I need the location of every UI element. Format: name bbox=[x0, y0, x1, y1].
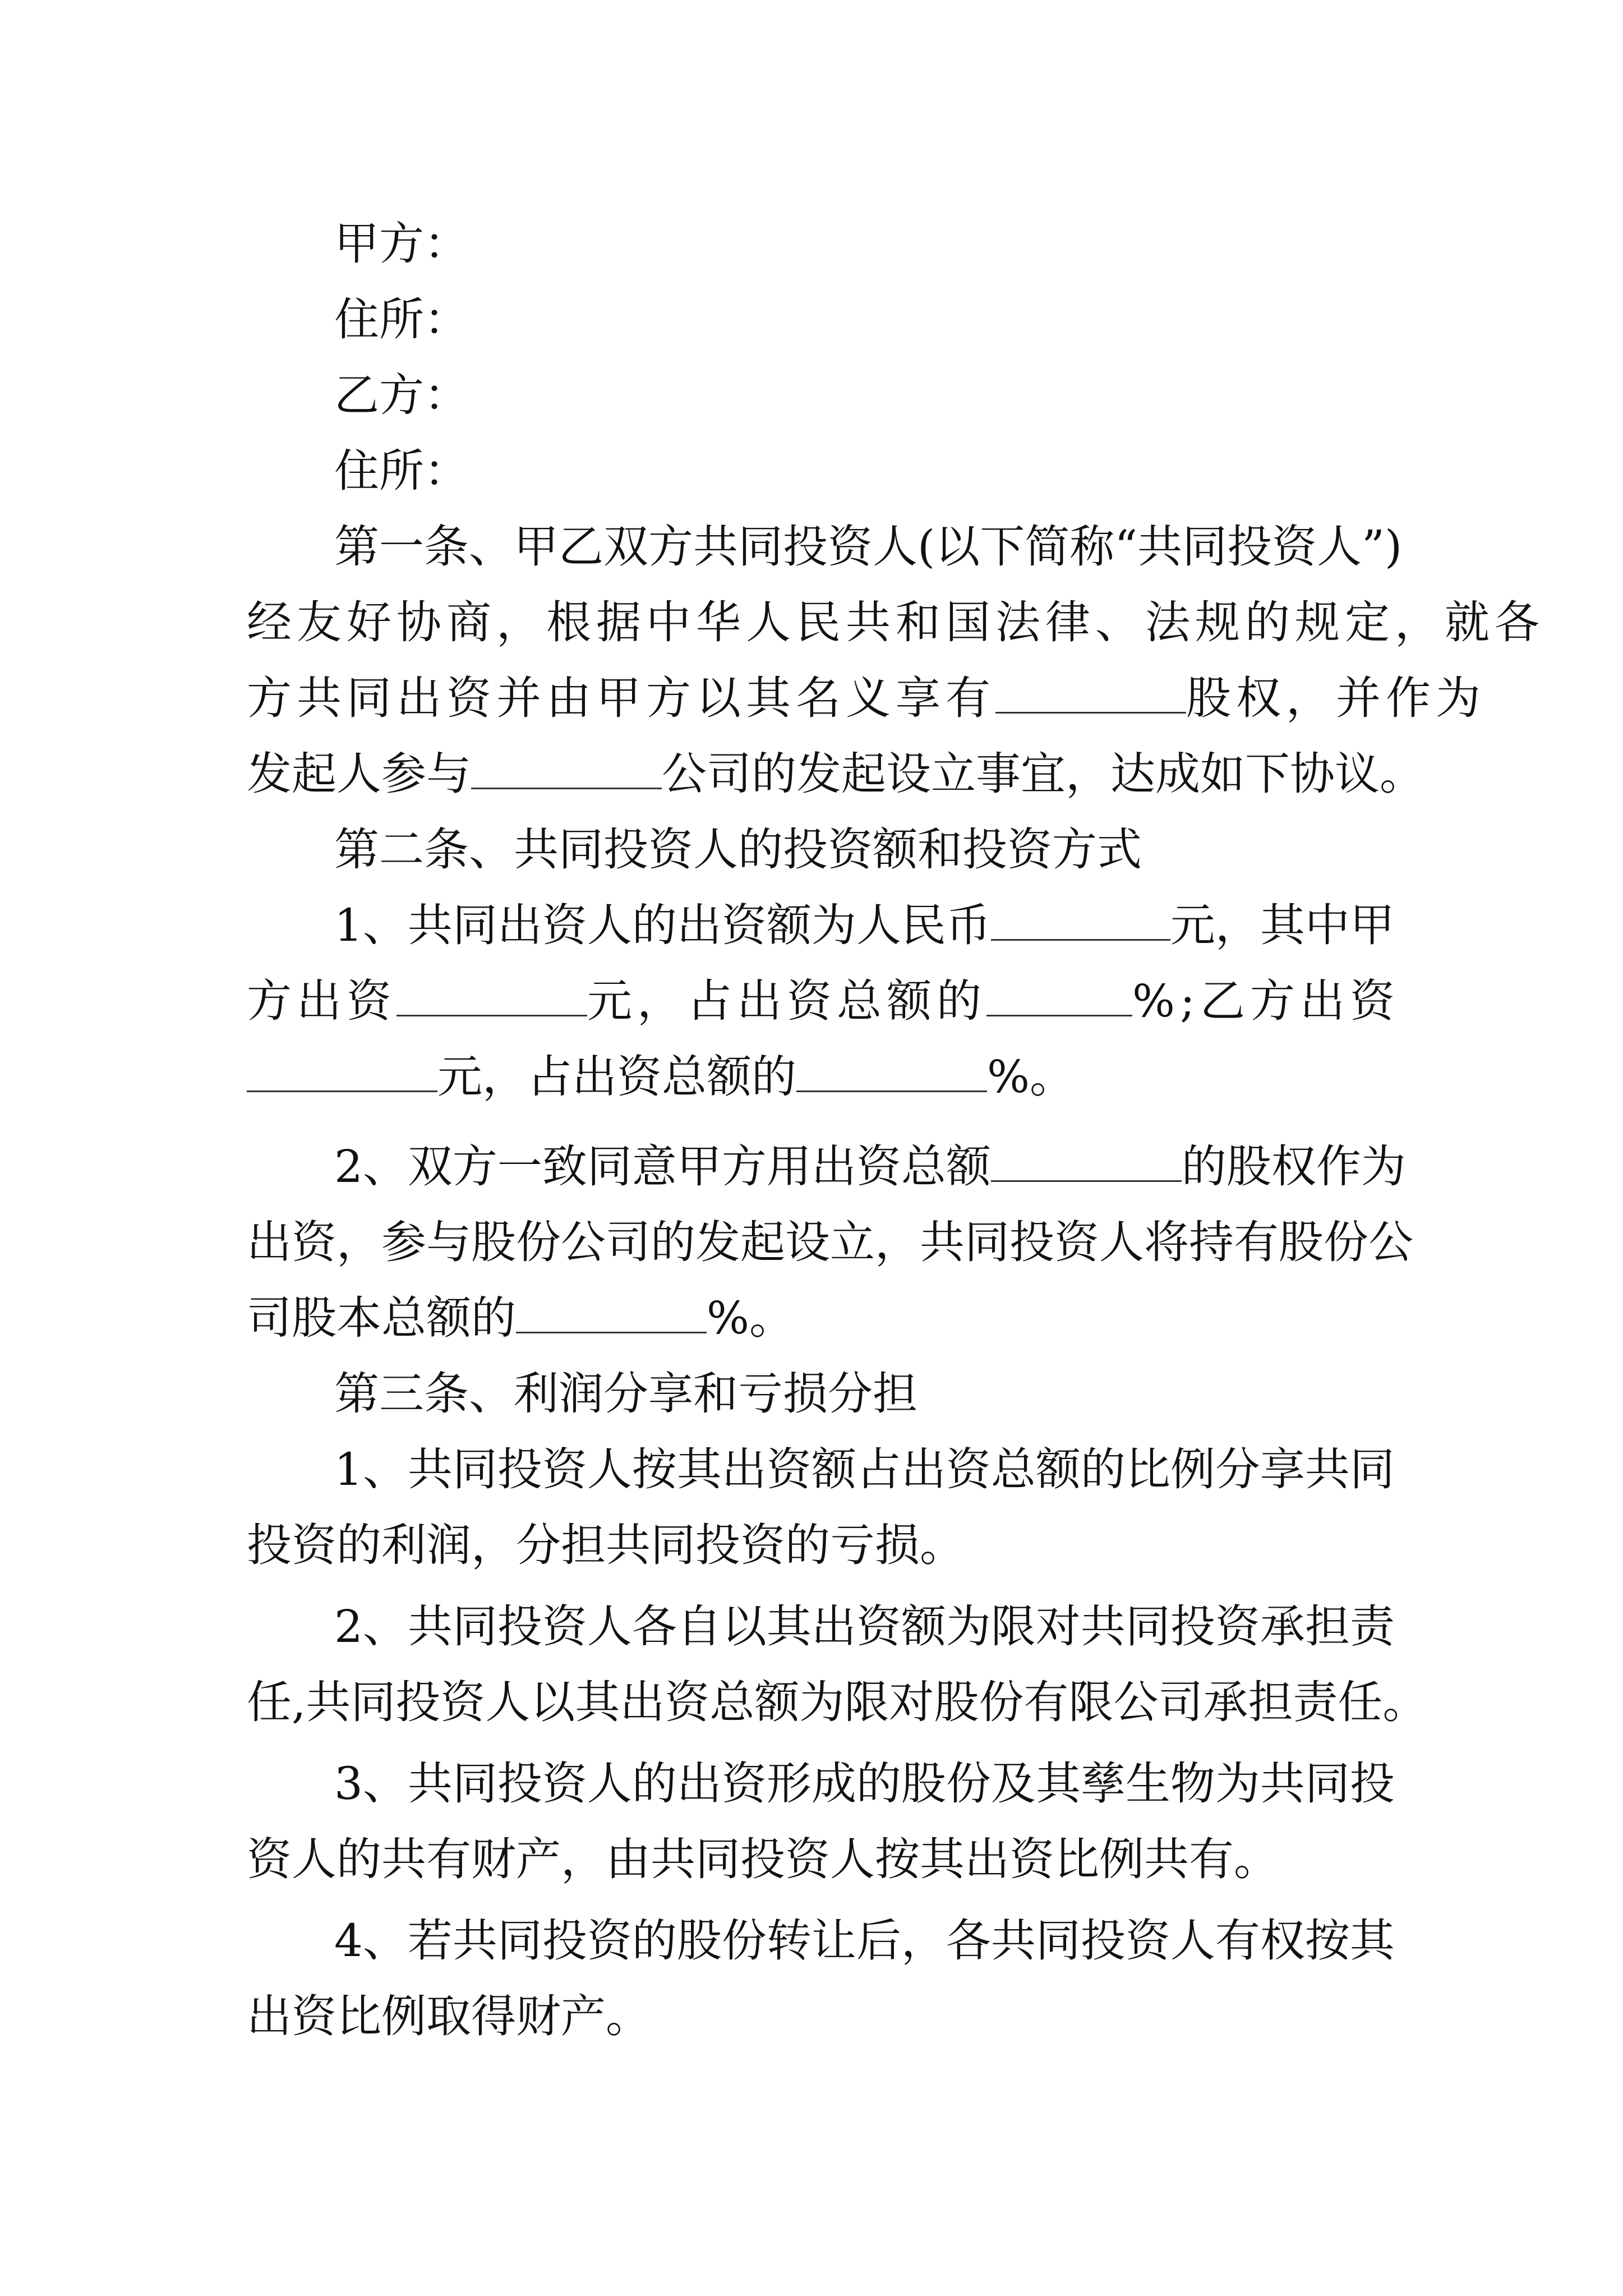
article2-p1-line2 bbox=[0, 965, 1623, 1038]
article3-title: 第三条、利润分享和亏损分担 bbox=[334, 1368, 917, 1420]
party-a-percent-blank[interactable] bbox=[986, 980, 1132, 1016]
article3-p3-line1: 3、共同投资人的出资形成的股份及其孳生物为共同投 bbox=[334, 1757, 1395, 1810]
equity-blank[interactable] bbox=[995, 677, 1186, 714]
article2-p2-line3 bbox=[0, 1282, 1623, 1355]
article2-p1-line3-text-a: 元，占出资总额的 bbox=[437, 1051, 796, 1103]
article2-p2-line3-text-a: 司股本总额的 bbox=[247, 1292, 516, 1344]
article2-p2-line1-text-b: 的股权作为 bbox=[1181, 1140, 1406, 1193]
party-a-label: 甲方： bbox=[334, 218, 469, 270]
article3-p4-line1: 4、若共同投资的股份转让后，各共同投资人有权按其 bbox=[334, 1915, 1395, 1967]
article3-p3-line2: 资人的共有财产，由共同投资人按其出资比例共有。 bbox=[247, 1833, 1279, 1885]
equity-contribution-blank[interactable] bbox=[991, 1145, 1182, 1182]
article1-line2: 经友好协商，根据中华人民共和国法律、法规的规定，就各 bbox=[247, 596, 1544, 648]
article2-p1-line2-text-c: %;乙方出资 bbox=[1132, 975, 1400, 1027]
article2-title: 第二条、共同投资人的投资额和投资方式 bbox=[334, 823, 1142, 876]
article3-p2-line2: 任,共同投资人以其出资总额为限对股份有限公司承担责任。 bbox=[247, 1676, 1428, 1728]
party-b-address-label: 住所： bbox=[334, 445, 469, 497]
party-b-label: 乙方： bbox=[334, 369, 469, 421]
article2-p1-line1-text-a: 1、共同出资人的出资额为人民币 bbox=[334, 899, 991, 951]
article3-p1-line2: 投资的利润，分担共同投资的亏损。 bbox=[247, 1519, 965, 1571]
party-b-investment-blank[interactable] bbox=[247, 1056, 437, 1092]
article1-line4-text-b: 公司的发起设立事宜，达成如下协议。 bbox=[662, 748, 1424, 800]
share-capital-percent-blank[interactable] bbox=[516, 1297, 707, 1333]
article1-line3-text-b: 股权，并作为 bbox=[1186, 672, 1486, 724]
article3-p2-line1: 2、共同投资人各自以其出资额为限对共同投资承担责 bbox=[334, 1600, 1395, 1653]
article2-p1-line1-text-b: 元，其中甲 bbox=[1170, 899, 1395, 951]
party-a-address-label: 住所： bbox=[334, 293, 469, 346]
article2-p2-line2: 出资，参与股份公司的发起设立，共同投资人将持有股份公 bbox=[247, 1216, 1413, 1268]
article2-p2-line1-text-a: 2、双方一致同意甲方用出资总额 bbox=[334, 1140, 991, 1193]
article2-p1-line1 bbox=[0, 889, 1623, 962]
article1-line1: 第一条、甲乙双方共同投资人(以下简称“共同投资人”) bbox=[334, 521, 1403, 573]
party-a-investment-blank[interactable] bbox=[396, 980, 587, 1016]
article3-p4-line2: 出资比例取得财产。 bbox=[247, 1990, 651, 2042]
article2-p2-line1 bbox=[0, 1130, 1623, 1203]
article2-p1-line3-text-b: %。 bbox=[987, 1051, 1075, 1103]
party-b-percent-blank[interactable] bbox=[796, 1056, 987, 1092]
company-name-blank[interactable] bbox=[471, 753, 662, 789]
article1-line4-text-a: 发起人参与 bbox=[247, 748, 471, 800]
article3-p1-line1: 1、共同投资人按其出资额占出资总额的比例分享共同 bbox=[334, 1443, 1395, 1496]
article2-p1-line2-text-b: 元，占出资总额的 bbox=[587, 975, 986, 1027]
article2-p1-line3 bbox=[0, 1041, 1623, 1114]
article2-p2-line3-text-b: %。 bbox=[707, 1292, 795, 1344]
article2-p1-line2-text-a: 方出资 bbox=[247, 975, 396, 1027]
total-investment-blank[interactable] bbox=[991, 904, 1170, 941]
article1-line3 bbox=[0, 662, 1623, 735]
article1-line3-text-a: 方共同出资并由甲方以其名义享有 bbox=[247, 672, 995, 724]
article1-line4 bbox=[0, 738, 1623, 811]
